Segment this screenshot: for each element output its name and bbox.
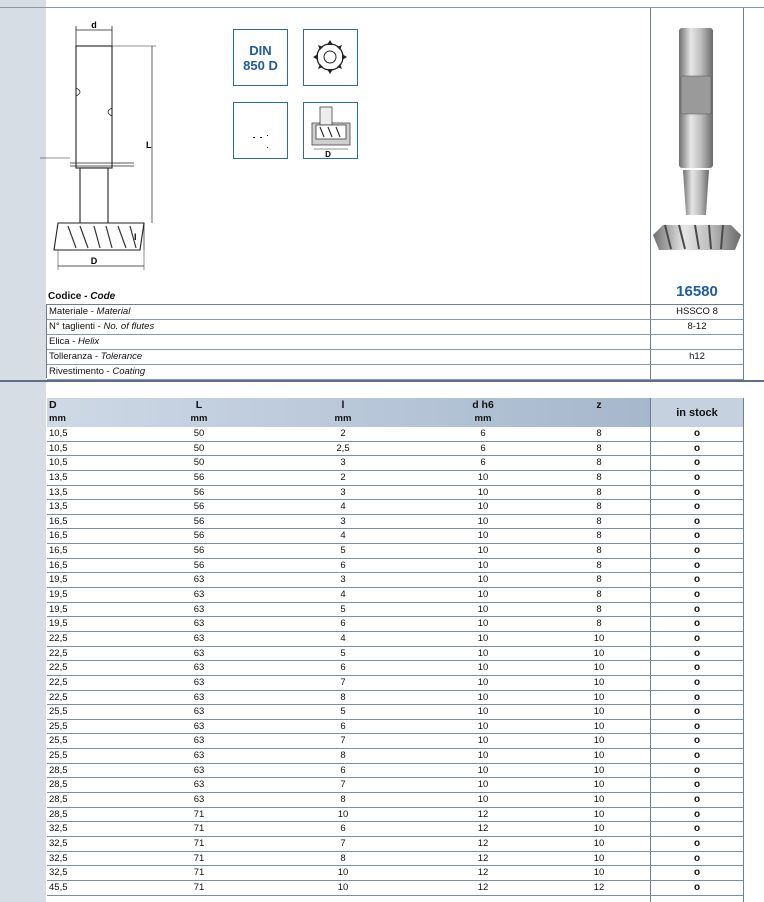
cell-D: 13,5	[49, 471, 68, 483]
cell-l: 6	[340, 764, 346, 776]
din-line1: DIN	[249, 42, 272, 58]
table-row	[47, 486, 743, 501]
cell-stock: o	[693, 867, 701, 879]
property-value: HSSCO 8	[676, 306, 718, 317]
cell-dh6: 12	[477, 808, 489, 820]
cell-stock: o	[693, 808, 701, 820]
table-row	[47, 617, 743, 632]
cell-L: 63	[193, 618, 205, 630]
cell-z: 10	[593, 867, 605, 879]
cell-stock: o	[693, 442, 701, 454]
table-row	[47, 764, 743, 779]
property-row-flutes	[47, 320, 743, 335]
stock-column-border	[743, 398, 744, 902]
cell-dh6: 10	[477, 559, 489, 571]
header-z: z	[596, 399, 602, 411]
table-row	[47, 500, 743, 515]
cell-l: 6	[340, 618, 346, 630]
cell-D: 22,5	[49, 662, 68, 674]
cell-dh6: 10	[477, 720, 489, 732]
cell-stock: o	[693, 501, 701, 513]
table-row	[47, 793, 743, 808]
cell-D: 16,5	[49, 545, 68, 557]
cell-stock: o	[693, 735, 701, 747]
cell-stock: o	[693, 589, 701, 601]
cell-dh6: 10	[477, 471, 489, 483]
table-row	[47, 559, 743, 574]
cell-stock: o	[693, 574, 701, 586]
cell-dh6: 10	[477, 618, 489, 630]
cell-D: 22,5	[49, 632, 68, 644]
cell-z: 10	[593, 779, 605, 791]
label-d: d	[91, 20, 97, 30]
cell-l: 7	[340, 837, 346, 849]
cell-l: 4	[340, 501, 346, 513]
label-D-small: D	[325, 150, 331, 158]
slot-symbol-box	[303, 102, 358, 159]
cutter-gear-icon	[304, 30, 357, 85]
cell-L: 56	[193, 501, 205, 513]
cell-dh6: 10	[477, 764, 489, 776]
cell-z: 8	[596, 428, 602, 439]
cell-l: 8	[340, 691, 346, 703]
cell-L: 56	[193, 545, 205, 557]
cell-D: 19,5	[49, 618, 68, 630]
header-D: D	[49, 399, 57, 411]
cell-stock: o	[693, 750, 701, 762]
cell-D: 13,5	[49, 486, 68, 498]
cell-L: 50	[193, 428, 205, 439]
cell-L: 63	[193, 794, 205, 806]
code-label	[48, 291, 115, 302]
cell-stock: o	[693, 676, 701, 688]
cell-l: 6	[340, 720, 346, 732]
code-label-en: Code	[90, 291, 116, 302]
cell-z: 8	[596, 589, 602, 601]
cell-dh6: 10	[477, 647, 489, 659]
cell-stock: o	[693, 559, 701, 571]
cell-z: 10	[593, 764, 605, 776]
cell-z: 8	[596, 530, 602, 542]
header-dh6-unit: mm	[474, 413, 492, 424]
cell-l: 6	[340, 823, 346, 835]
cell-D: 22,5	[49, 676, 68, 688]
cell-l: 2	[340, 471, 346, 483]
cell-D: 28,5	[49, 764, 68, 776]
cell-l: 8	[340, 794, 346, 806]
table-row	[47, 778, 743, 793]
property-value: 8-12	[687, 321, 707, 332]
cell-dh6: 10	[477, 515, 489, 527]
cell-l: 10	[337, 881, 349, 893]
cell-l: 4	[340, 530, 346, 542]
cell-stock: o	[693, 530, 701, 542]
cell-stock: o	[693, 706, 701, 718]
cell-l: 10	[337, 808, 349, 820]
cell-z: 12	[593, 881, 605, 893]
cell-z: 8	[596, 574, 602, 586]
cell-dh6: 10	[477, 706, 489, 718]
cell-L: 63	[193, 589, 205, 601]
cell-z: 10	[593, 647, 605, 659]
cell-z: 8	[596, 618, 602, 630]
cell-D: 16,5	[49, 515, 68, 527]
cell-l: 4	[340, 632, 346, 644]
cell-l: 2	[340, 428, 346, 439]
table-row	[47, 881, 743, 896]
header-L-unit: mm	[190, 413, 208, 424]
property-row-helix	[47, 335, 743, 350]
din-standard-box	[233, 29, 288, 86]
cell-L: 56	[193, 471, 205, 483]
cell-L: 71	[193, 852, 205, 864]
table-row	[47, 456, 743, 471]
label-l: l	[134, 232, 137, 242]
header-D-unit: mm	[49, 413, 66, 424]
cell-L: 50	[193, 457, 205, 469]
table-row	[47, 603, 743, 618]
cell-dh6: 10	[477, 574, 489, 586]
cell-l: 8	[340, 852, 346, 864]
cell-l: 4	[340, 589, 346, 601]
table-row	[47, 852, 743, 867]
cell-L: 63	[193, 603, 205, 615]
cell-l: 3	[340, 515, 346, 527]
cell-dh6: 6	[480, 457, 486, 469]
cell-dh6: 10	[477, 662, 489, 674]
cell-z: 10	[593, 750, 605, 762]
table-row	[47, 822, 743, 837]
cell-L: 56	[193, 486, 205, 498]
table-row	[47, 647, 743, 662]
cell-dh6: 12	[477, 823, 489, 835]
cell-L: 63	[193, 662, 205, 674]
cell-L: 56	[193, 515, 205, 527]
cell-z: 8	[596, 501, 602, 513]
cell-D: 19,5	[49, 603, 68, 615]
cell-l: 5	[340, 647, 346, 659]
cell-l: 8	[340, 750, 346, 762]
label-D: D	[90, 256, 98, 266]
table-row	[47, 442, 743, 457]
cell-D: 28,5	[49, 779, 68, 791]
cell-l: 6	[340, 559, 346, 571]
cell-stock: o	[693, 457, 701, 469]
cell-L: 63	[193, 706, 205, 718]
cell-l: 7	[340, 779, 346, 791]
cell-z: 8	[596, 559, 602, 571]
cell-z: 10	[593, 720, 605, 732]
technical-drawing	[36, 18, 166, 274]
cell-z: 8	[596, 457, 602, 469]
property-label: Rivestimento - Coating	[49, 366, 146, 377]
cell-l: 5	[340, 706, 346, 718]
cell-D: 16,5	[49, 530, 68, 542]
cell-z: 10	[593, 676, 605, 688]
table-row	[47, 866, 743, 881]
property-row-material	[47, 305, 743, 320]
property-value: h12	[689, 351, 705, 362]
cell-z: 10	[593, 632, 605, 644]
cell-stock: o	[693, 647, 701, 659]
cell-D: 10,5	[49, 428, 68, 439]
table-row	[47, 676, 743, 691]
cell-dh6: 10	[477, 691, 489, 703]
cell-stock: o	[693, 632, 701, 644]
cell-l: 6	[340, 662, 346, 674]
header-l: l	[341, 399, 345, 411]
table-body	[47, 427, 743, 896]
cell-l: 3	[340, 457, 346, 469]
cell-z: 8	[596, 442, 602, 454]
cell-l: 5	[340, 603, 346, 615]
cell-stock: o	[693, 691, 701, 703]
cell-z: 10	[593, 735, 605, 747]
cell-D: 22,5	[49, 691, 68, 703]
cell-stock: o	[693, 662, 701, 674]
table-row	[47, 749, 743, 764]
cell-l: 3	[340, 486, 346, 498]
cell-z: 10	[593, 794, 605, 806]
cell-stock: o	[693, 428, 701, 439]
table-row	[47, 515, 743, 530]
cell-L: 63	[193, 574, 205, 586]
cell-L: 63	[193, 764, 205, 776]
cell-stock: o	[693, 545, 701, 557]
cell-L: 63	[193, 632, 205, 644]
din-line2: 850 D	[243, 57, 278, 73]
cell-L: 63	[193, 676, 205, 688]
cell-z: 10	[593, 837, 605, 849]
cell-stock: o	[693, 720, 701, 732]
cell-dh6: 10	[477, 794, 489, 806]
cell-z: 8	[596, 545, 602, 557]
cell-dh6: 12	[477, 881, 489, 893]
table-row	[47, 632, 743, 647]
cell-dh6: 10	[477, 501, 489, 513]
cell-dh6: 10	[477, 530, 489, 542]
cell-z: 10	[593, 691, 605, 703]
table-row	[47, 471, 743, 486]
cell-l: 7	[340, 735, 346, 747]
cell-D: 32,5	[49, 852, 68, 864]
table-row	[47, 734, 743, 749]
cell-D: 25,5	[49, 750, 68, 762]
cell-z: 10	[593, 706, 605, 718]
table-row	[47, 529, 743, 544]
property-row-tolerance	[47, 350, 743, 365]
cell-z: 8	[596, 486, 602, 498]
table-row	[47, 588, 743, 603]
cell-dh6: 10	[477, 486, 489, 498]
properties-right-border	[743, 304, 744, 378]
cutter-symbol-box	[303, 29, 358, 86]
cell-D: 13,5	[49, 501, 68, 513]
header-dh6: d h6	[472, 399, 494, 411]
cell-D: 25,5	[49, 720, 68, 732]
table-row	[47, 837, 743, 852]
property-label: N° taglienti - No. of flutes	[49, 321, 155, 332]
cell-z: 8	[596, 603, 602, 615]
property-row-coating	[47, 365, 743, 380]
cell-D: 10,5	[49, 457, 68, 469]
cell-stock: o	[693, 837, 701, 849]
cell-dh6: 6	[480, 428, 486, 439]
cell-L: 71	[193, 808, 205, 820]
table-row	[47, 573, 743, 588]
t-slot-icon	[304, 103, 357, 158]
cell-D: 10,5	[49, 442, 68, 454]
cell-dh6: 10	[477, 589, 489, 601]
cell-D: 32,5	[49, 823, 68, 835]
cell-D: 16,5	[49, 559, 68, 571]
cell-L: 63	[193, 720, 205, 732]
label-L: L	[146, 140, 152, 150]
cell-L: 63	[193, 779, 205, 791]
cell-D: 32,5	[49, 867, 68, 879]
cell-D: 22,5	[49, 647, 68, 659]
stock-column-header: in stock	[651, 398, 743, 427]
code-label-separator: -	[81, 291, 91, 302]
cell-stock: o	[693, 515, 701, 527]
cell-L: 63	[193, 691, 205, 703]
table-row	[47, 691, 743, 706]
property-label: Elica - Helix	[49, 336, 100, 347]
cell-dh6: 12	[477, 852, 489, 864]
cell-stock: o	[693, 764, 701, 776]
cell-dh6: 10	[477, 603, 489, 615]
cell-D: 32,5	[49, 837, 68, 849]
table-row	[47, 661, 743, 676]
table-row	[47, 705, 743, 720]
table-row	[47, 720, 743, 735]
cell-dh6: 6	[480, 442, 486, 454]
cell-D: 19,5	[49, 589, 68, 601]
header-l-unit: mm	[334, 413, 352, 424]
cell-dh6: 10	[477, 632, 489, 644]
table-row	[47, 808, 743, 823]
cell-stock: o	[693, 603, 701, 615]
cell-stock: o	[693, 794, 701, 806]
cell-l: 10	[337, 867, 349, 879]
cell-z: 8	[596, 515, 602, 527]
cell-D: 25,5	[49, 706, 68, 718]
cell-l: 3	[340, 574, 346, 586]
cell-stock: o	[693, 618, 701, 630]
cell-dh6: 10	[477, 779, 489, 791]
cell-stock: o	[693, 486, 701, 498]
cell-dh6: 10	[477, 735, 489, 747]
cell-z: 10	[593, 662, 605, 674]
cell-stock: o	[693, 471, 701, 483]
code-label-it: Codice	[48, 291, 82, 302]
cell-dh6: 10	[477, 545, 489, 557]
cell-D: 28,5	[49, 808, 68, 820]
cell-L: 71	[193, 837, 205, 849]
cell-l: 7	[340, 676, 346, 688]
product-image	[651, 20, 743, 260]
cell-L: 56	[193, 530, 205, 542]
cell-l: 2,5	[336, 442, 350, 454]
cell-D: 19,5	[49, 574, 68, 586]
property-label: Materiale - Material	[49, 306, 131, 317]
section-divider	[0, 380, 764, 382]
cell-L: 71	[193, 823, 205, 835]
application-symbol-box	[233, 102, 288, 159]
cell-L: 71	[193, 881, 205, 893]
cell-dh6: 12	[477, 837, 489, 849]
header-L: L	[195, 399, 203, 411]
cell-dh6: 12	[477, 867, 489, 879]
cell-stock: o	[693, 881, 701, 893]
cell-L: 50	[193, 442, 205, 454]
table-row	[47, 544, 743, 559]
cell-z: 8	[596, 471, 602, 483]
cell-stock: o	[693, 823, 701, 835]
cell-l: 5	[340, 545, 346, 557]
cell-dh6: 10	[477, 750, 489, 762]
property-label: Tolleranza - Tolerance	[49, 351, 143, 362]
cell-stock: o	[693, 779, 701, 791]
cell-L: 63	[193, 735, 205, 747]
cell-L: 71	[193, 867, 205, 879]
cell-D: 25,5	[49, 735, 68, 747]
cell-z: 10	[593, 808, 605, 820]
product-code: 16580	[676, 283, 718, 300]
cell-L: 63	[193, 750, 205, 762]
cell-dh6: 10	[477, 676, 489, 688]
cell-L: 56	[193, 559, 205, 571]
dots-icon	[234, 103, 287, 158]
table-row	[47, 427, 743, 442]
cell-D: 28,5	[49, 794, 68, 806]
cell-stock: o	[693, 852, 701, 864]
cell-D: 45,5	[49, 881, 68, 893]
cell-z: 10	[593, 823, 605, 835]
cell-L: 63	[193, 647, 205, 659]
cell-z: 10	[593, 852, 605, 864]
